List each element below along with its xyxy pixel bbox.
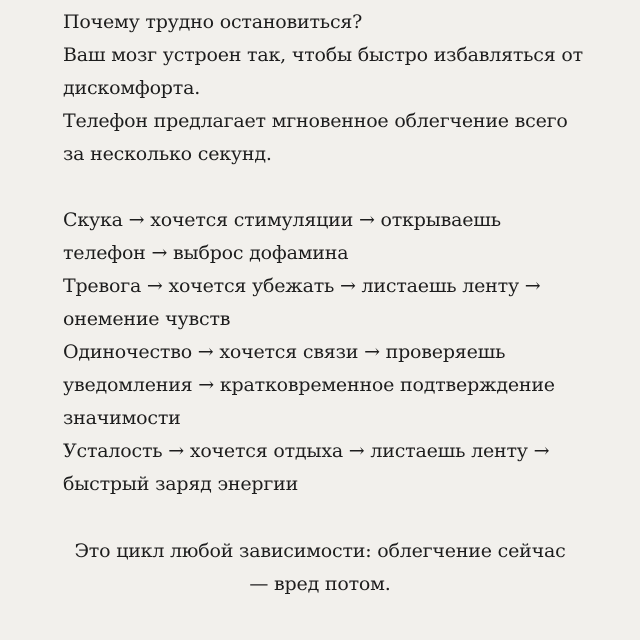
conclusion-text: [0, 535, 640, 601]
cycle-anxiety: [63, 270, 603, 336]
cycle-loneliness: [63, 336, 603, 435]
cycle-line: уведомления → кратковременное подтверждение: [63, 374, 555, 396]
paragraph-spacer: [63, 171, 603, 204]
cycle-line: Усталость → хочется отдыха → листаешь ленту →: [63, 440, 550, 462]
cycle-line: Тревога → хочется убежать → листаешь ленту →: [63, 275, 541, 297]
cycle-line: телефон → выброс дофамина: [63, 242, 349, 264]
conclusion-line: Это цикл любой зависимости: облегчение сейчас: [74, 540, 566, 562]
article-title: Почему трудно остановиться?: [63, 11, 363, 33]
cycle-line: Скука → хочется стимуляции → открываешь: [63, 209, 501, 231]
intro-line: за несколько секунд.: [63, 143, 272, 165]
conclusion-line: — вред потом.: [249, 573, 391, 595]
cycle-line: значимости: [63, 407, 181, 429]
intro-line: дискомфорта.: [63, 77, 201, 99]
intro-line: Телефон предлагает мгновенное облегчение всего: [63, 110, 568, 132]
article-text: [63, 6, 603, 501]
intro-line: Ваш мозг устроен так, чтобы быстро избавляться от: [63, 44, 583, 66]
cycle-line: быстрый заряд энергии: [63, 473, 299, 495]
cycle-boredom: [63, 204, 603, 270]
cycle-line: онемение чувств: [63, 308, 231, 330]
cycle-line: Одиночество → хочется связи → проверяешь: [63, 341, 506, 363]
cycle-fatigue: [63, 435, 603, 501]
